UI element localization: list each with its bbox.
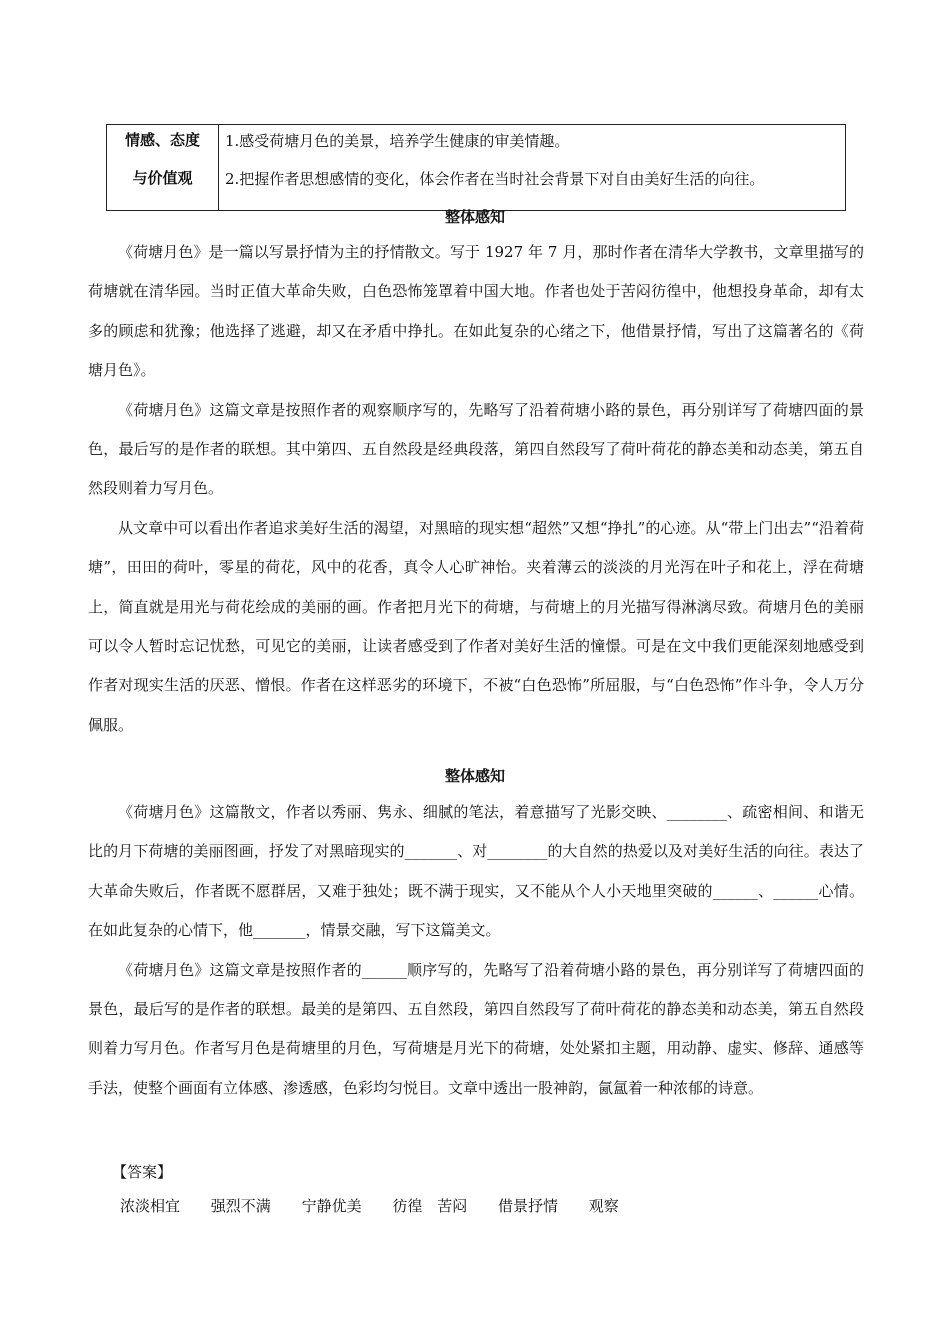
objectives-label-line1: 情感、态度: [124, 131, 200, 149]
answer-item: 强烈不满: [210, 1197, 271, 1215]
section-heading-exercise: 整体感知: [444, 767, 505, 785]
summary-paragraph-1: 《荷塘月色》是一篇以写景抒情为主的抒情散文。写于 1927 年 7 月，那时作者在清华大学教书，文章里描写的荷塘就在清华园。当时正值大革命失败，白色恐怖笼罩着中国大地。作者也处于苦闷彷徨中，他想投身革命，却有太多的顾虑和犹豫；他选择了逃避，却又在矛盾中挣扎。在如此复杂的心绪之下，他借景抒情，写出了这篇著名的《荷塘月色》。: [88, 243, 864, 380]
answer-label: 【答案】: [112, 1163, 173, 1181]
objectives-label-cell: [107, 125, 219, 211]
answer-item: 观察: [588, 1197, 619, 1215]
fill-paragraph-1: 《荷塘月色》这篇散文，作者以秀丽、隽永、细腻的笔法，着意描写了光影交映、________、疏密相间、和谐无比的月下荷塘的美丽图画，抒发了对黑暗现实的_______、对________的大自然的热爱以及对美好生活的向往。表达了大革命失败后，作者既不愿群居，又难于独处；既不满于现实，又不能从个人小天地里突破的______、______心情。在如此复杂的心情下，他_______，情景交融，写下这篇美文。: [88, 803, 864, 940]
fill-in-text-block: [88, 793, 864, 1108]
objective-item-1: 1.感受荷塘月色的美景，培养学生健康的审美情趣。: [225, 132, 570, 150]
answer-item: 借景抒情: [497, 1197, 558, 1215]
summary-paragraph-2: 《荷塘月色》这篇文章是按照作者的观察顺序写的，先略写了沿着荷塘小路的景色，再分别详写了荷塘四面的景色，最后写的是作者的联想。其中第四、五自然段是经典段落，第四自然段写了荷叶荷花的静态美和动态美，第五自然段则着力写月色。: [88, 400, 864, 498]
objectives-content-cell: [219, 125, 846, 211]
summary-text-block: [88, 233, 864, 745]
objectives-table: [106, 124, 846, 211]
answer-item: 彷徨: [392, 1197, 423, 1215]
summary-paragraph-3: 从文章中可以看出作者追求美好生活的渴望，对黑暗的现实想“超然”又想“挣扎”的心迹。从“带上门出去”“沿着荷塘”，田田的荷叶，零星的荷花，风中的花香，真令人心旷神怡。夹着薄云的淡淡的月光泻在叶子和花上，浮在荷塘上，简直就是用光与荷花绘成的美丽的画。作者把月光下的荷塘，与荷塘上的月光描写得淋漓尽致。荷塘月色的美丽可以令人暂时忘记忧愁，可见它的美丽，让读者感受到了作者对美好生活的憧憬。可是在文中我们更能深刻地感受到作者对现实生活的厌恶、憎恨。作者在这样恶劣的环境下，不被“白色恐怖”所屈服，与“白色恐怖”作斗争，令人万分佩服。: [88, 518, 864, 734]
section-heading-overview: 整体感知: [444, 208, 505, 226]
answer-item: 宁静优美: [301, 1197, 362, 1215]
objective-item-2: 2.把握作者思想感情的变化，体会作者在当时社会背景下对自由美好生活的向往。: [225, 170, 765, 188]
fill-paragraph-2: 《荷塘月色》这篇文章是按照作者的______顺序写的，先略写了沿着荷塘小路的景色，再分别详写了荷塘四面的景色，最后写的是作者的联想。最美的是第四、五自然段，第四自然段写了荷叶荷花的静态美和动态美，第五自然段则着力写月色。作者写月色是荷塘里的月色，写荷塘是月光下的荷塘，处处紧扣主题，用动静、虚实、修辞、通感等手法，使整个画面有立体感、渗透感，色彩均匀悦目。文章中透出一股神韵，氤氲着一种浓郁的诗意。: [88, 960, 864, 1097]
answer-list: [120, 1194, 645, 1218]
answer-item: 苦闷: [437, 1197, 468, 1215]
answer-item: 浓淡相宜: [120, 1197, 181, 1215]
objectives-label-line2: 与价值观: [132, 169, 193, 187]
